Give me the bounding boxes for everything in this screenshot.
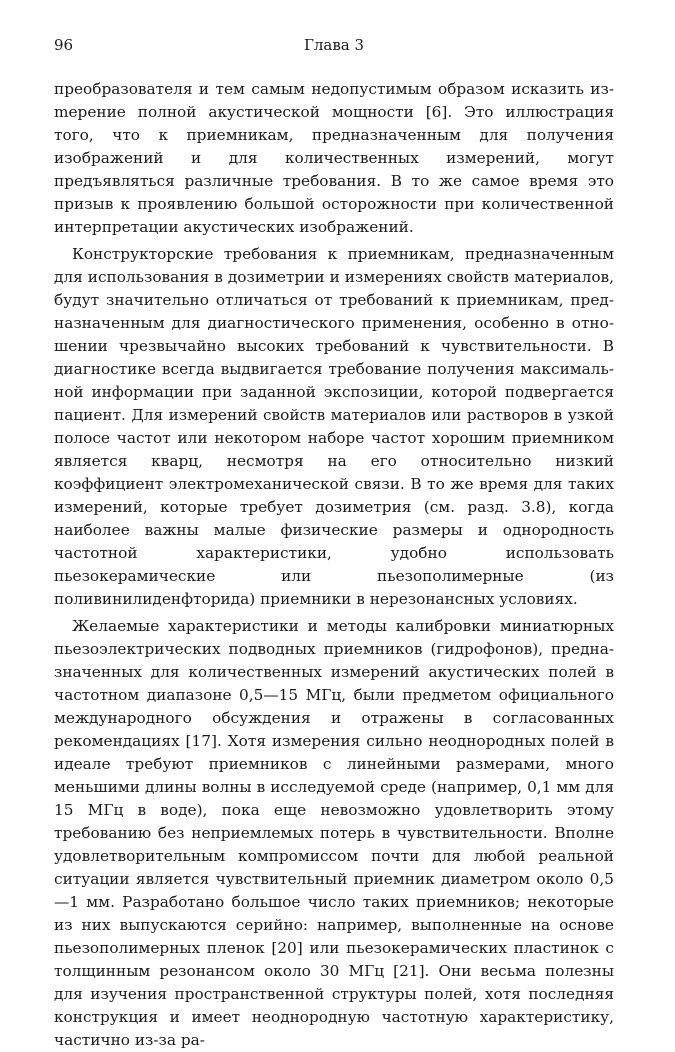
paragraph-hydrophones: Желаемые характеристики и методы калибровки миниатюрных пьезоэлектрических подводных приемников (гидрофонов), предназначенных для количественных измерений акустических полей в частотном диапазоне 0,5—15 МГц, были предметом официального международного обсуждения и отражены в согласованных рекомендациях [17]. Хотя измерения сильно неоднородных полей в идеале требуют приемников с линейными размерами, много меньшими длины волны в исследуемой среде (например, 0,1 мм для 15 МГц в воде), пока еще невозможно удовлетворить этому требованию без неприемлемых потерь в чувствительности. Вполне удовлетворительным компромиссом почти для любой реальной ситуации является чувствительный приемник диаметром около 0,5—1 мм. Разработано большое число таких приемников; некоторые из них выпускаются серийно: например, выполненные на основе пьезополимерных пленок [20] или пьезокерамических пластинок с толщинным резонансом около 30 МГц [21]. Они весьма полезны для изучения пространственной структуры полей, хотя последняя конструкция и имеет неоднородную частотную характеристику, частично из-за ра- [54,617,614,1049]
page-number: 96 [54,36,74,54]
body-text [54,78,614,1052]
paragraph-design-requirements: Конструкторские требования к приемникам, предназначенным для использования в дозиметрии и измерениях свойств материалов, будут значительно отличаться от требований к приемникам, предназначенным для диагностического применения, особенно в отношении чрезвычайно высоких требований к чувствительности. В диагностике всегда выдвигается требование получения максимальной информации при заданной экспозиции, которой подвергается пациент. Для измерений свойств материалов или растворов в узкой полосе частот или некотором наборе частот хорошим приемником является кварц, несмотря на его относительно низкий коэффициент электромеханической связи. В то же время для таких измерений, которые требует дозиметрия (см. разд. 3.8), когда наиболее важны малые физические размеры и однородность частотной характеристики, удобно использовать пьезокерамические или пьезополимерные (из поливинилиденфторида) приемники в нерезонансных условиях. [54,245,614,608]
page-header [54,36,614,58]
chapter-title: Глава 3 [303,36,365,54]
book-page [54,36,614,1052]
paragraph-continuation: преобразователя и тем самым недопустимым образом исказить изmерение полной акустической мощности [6]. Это иллюстрация того, что к приемникам, предназначенным для получения изображений и для количественных измерений, могут предъявляться различные требования. В то же самое время это призыв к проявлению большой осторожности при количественной интерпретации акустических изображений. [54,80,614,236]
